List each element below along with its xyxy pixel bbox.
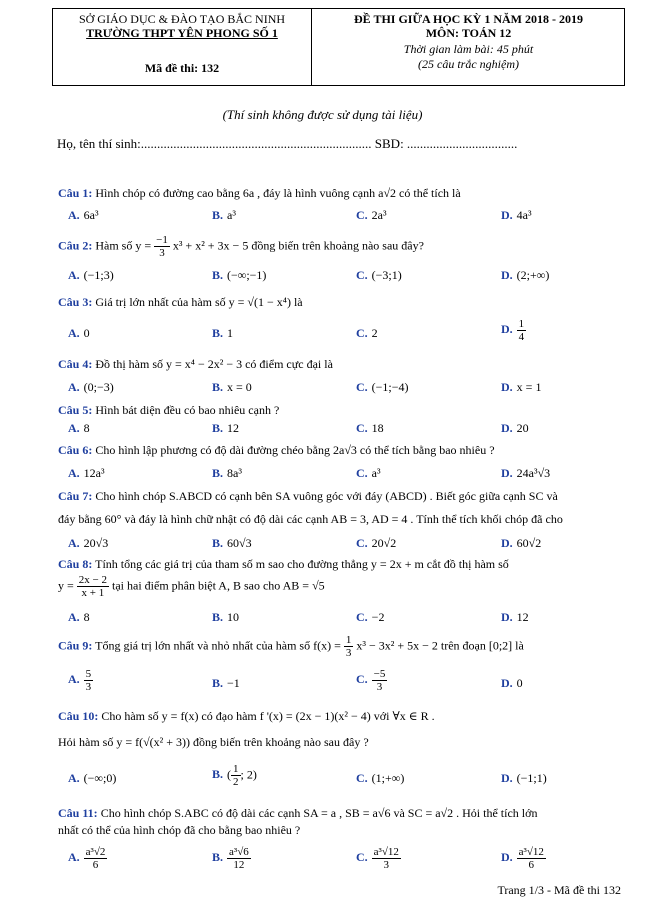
q1-option-b[interactable]: B. a³ — [212, 208, 236, 222]
exam-subject: MÔN: TOÁN 12 — [425, 26, 512, 40]
q3-option-d[interactable]: D. $\frac{1}{4}$ — [501, 318, 525, 343]
q7-option-d[interactable]: D. 60√2 — [501, 536, 542, 550]
school-name: TRƯỜNG THPT YÊN PHONG SỐ 1 — [86, 26, 278, 40]
q3-option-b[interactable]: B. 1 — [212, 326, 234, 340]
q2-option-a[interactable]: A. (−1;3) — [68, 268, 114, 282]
q8-option-a[interactable]: A. 8 — [68, 610, 90, 624]
q4-option-c[interactable]: C. (−1;−4) — [356, 380, 409, 394]
exam-time: Thời gian làm bài: 45 phút — [403, 42, 534, 56]
q9-option-c[interactable]: C. $\frac{-5}{3}$ — [356, 668, 386, 693]
department: SỞ GIÁO DỤC & ĐÀO TẠO BẮC NINH — [78, 12, 286, 26]
q2-fraction: $\frac{-1}{3}$ — [156, 234, 168, 259]
q11-option-a[interactable]: A. $\frac{\text{a³√2}}{6}$ — [68, 846, 106, 871]
question-7-line2: đáy bằng 60° và đáy là hình chữ nhật có độ dài các cạnh AB = 3, AD = 4 . Tính thể tích khối chóp đã cho — [58, 512, 563, 526]
q7-option-a[interactable]: A. 20√3 — [68, 536, 109, 550]
q1-option-c[interactable]: C. 2a³ — [356, 208, 387, 222]
q8-option-b[interactable]: B. 10 — [212, 610, 240, 624]
question-3: Câu 3: Giá trị lớn nhất của hàm số y = √(1 − x⁴) là — [58, 295, 303, 309]
q5-option-b[interactable]: B. 12 — [212, 421, 240, 435]
q6-option-c[interactable]: C. a³ — [356, 466, 381, 480]
q6-option-d[interactable]: D. 24a³√3 — [501, 466, 551, 480]
q5-option-d[interactable]: D. 20 — [501, 421, 529, 435]
q3-option-c[interactable]: C. 2 — [356, 326, 378, 340]
question-9: Câu 9: Tổng giá trị lớn nhất và nhỏ nhất của hàm số f(x) = $\frac{1}{3}$ x³ − 3x² + 5x − 2 trên đoạn [0;2] là — [58, 634, 524, 659]
question-10-line2: Hỏi hàm số y = f(√(x² + 3)) đồng biến trên khoảng nào sau đây ? — [58, 735, 369, 749]
q9-option-b[interactable]: B. −1 — [212, 676, 240, 690]
q1-option-d[interactable]: D. 4a³ — [501, 208, 532, 222]
q5-option-a[interactable]: A. 8 — [68, 421, 90, 435]
exam-note: (Thí sinh không được sử dụng tài liệu) — [222, 107, 423, 122]
q10-option-c[interactable]: C. (1;+∞) — [356, 771, 405, 785]
exam-title: ĐỀ THI GIỮA HỌC KỲ 1 NĂM 2018 - 2019 — [353, 12, 583, 26]
question-6: Câu 6: Cho hình lập phương có độ dài đường chéo bằng 2a√3 có thể tích bằng bao nhiêu ? — [58, 443, 495, 457]
question-count: (25 câu trắc nghiệm) — [418, 57, 519, 71]
question-1: Câu 1: Hình chóp có đường cao bằng 6a , đáy là hình vuông cạnh a√2 có thể tích là — [58, 186, 461, 200]
q1-option-a[interactable]: A. 6a³ — [68, 208, 99, 222]
q11-option-c[interactable]: C. $\frac{\text{a³√12}}{3}$ — [356, 846, 399, 871]
q2-option-b[interactable]: B. (−∞;−1) — [212, 268, 267, 282]
q9-option-a[interactable]: A. $\frac{5}{3}$ — [68, 668, 92, 693]
question-5: Câu 5: Hình bát diện đều có bao nhiêu cạnh ? — [58, 403, 280, 417]
q8-option-d[interactable]: D. 12 — [501, 610, 529, 624]
q9-option-d[interactable]: D. 0 — [501, 676, 523, 690]
q7-option-b[interactable]: B. 60√3 — [212, 536, 252, 550]
q11-option-d[interactable]: D. $\frac{\text{a³√12}}{6}$ — [501, 846, 544, 871]
q6-option-a[interactable]: A. 12a³ — [68, 466, 105, 480]
question-4: Câu 4: Đồ thị hàm số y = x⁴ − 2x² − 3 có điểm cực đại là — [58, 357, 333, 371]
page-footer: Trang 1/3 - Mã đề thi 132 — [497, 883, 621, 897]
q2-option-d[interactable]: D. (2;+∞) — [501, 268, 550, 282]
exam-header — [52, 8, 625, 86]
q7-option-c[interactable]: C. 20√2 — [356, 536, 397, 550]
q5-option-c[interactable]: C. 18 — [356, 421, 384, 435]
q3-option-a[interactable]: A. 0 — [68, 326, 90, 340]
question-11-line2: nhất có thể của hình chóp đã cho bằng bao nhiêu ? — [58, 823, 301, 837]
q4-option-b[interactable]: B. x = 0 — [212, 380, 252, 394]
q10-option-b[interactable]: B. ( $\frac{1}{2}$ ; 2) — [212, 763, 257, 788]
exam-code: Mã đề thi: 132 — [144, 61, 220, 75]
q4-option-d[interactable]: D. x = 1 — [501, 380, 542, 394]
q10-option-a[interactable]: A. (−∞;0) — [68, 771, 117, 785]
question-7: Câu 7: Cho hình chóp S.ABCD có cạnh bên SA vuông góc với đáy (ABCD) . Biết góc giữa cạnh SC và — [58, 489, 558, 503]
q4-option-a[interactable]: A. (0;−3) — [68, 380, 114, 394]
question-8-line2: y = $\frac{2x - 2}{x + 1}$ tại hai điểm phân biệt A, B sao cho AB = √5 — [58, 574, 325, 599]
question-8: Câu 8: Tính tổng các giá trị của tham số m sao cho đường thẳng y = 2x + m cắt đồ thị hàm số — [58, 557, 509, 571]
q2-option-c[interactable]: C. (−3;1) — [356, 268, 402, 282]
q6-option-b[interactable]: B. 8a³ — [212, 466, 242, 480]
question-11: Câu 11: Cho hình chóp S.ABC có độ dài các cạnh SA = a , SB = a√6 và SC = a√2 . Hỏi thể tích lớn — [58, 806, 538, 820]
question-2: Câu 2: Hàm số y = $\frac{-1}{3}$ x³ + x² + 3x − 5 đồng biến trên khoảng nào sau đây? — [58, 234, 424, 259]
q10-option-d[interactable]: D. (−1;1) — [501, 771, 547, 785]
student-info-line: Họ, tên thí sinh:....................................................................... SBD: .................................. — [57, 136, 518, 151]
question-10: Câu 10: Cho hàm số y = f(x) có đạo hàm f '(x) = (2x − 1)(x² − 4) với ∀x ∈ R . — [58, 709, 435, 723]
q8-option-c[interactable]: C. −2 — [356, 610, 385, 624]
q11-option-b[interactable]: B. $\frac{\text{a³√6}}{12}$ — [212, 846, 249, 871]
